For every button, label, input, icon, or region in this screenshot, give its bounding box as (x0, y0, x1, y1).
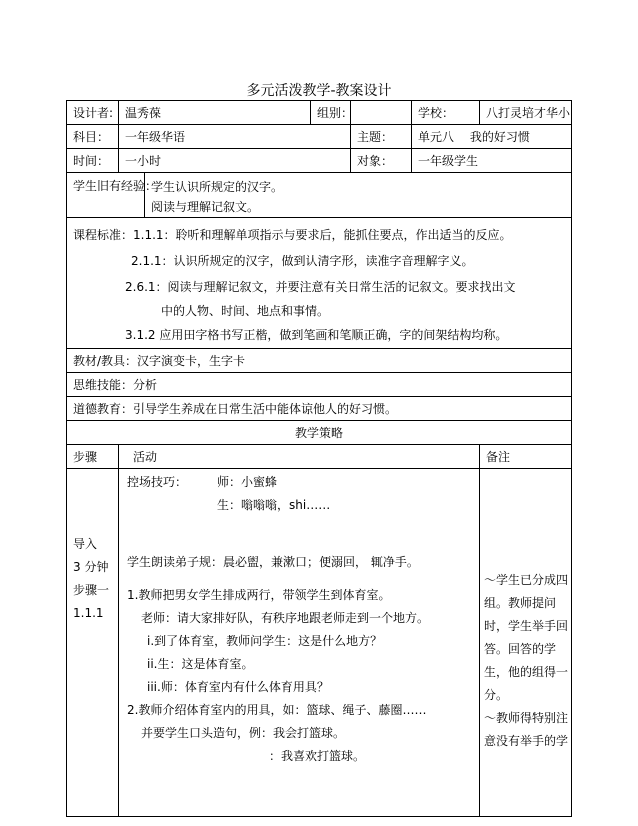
target-label: 对象： (351, 149, 412, 173)
prior-line: 阅读与理解记叙文。 (151, 200, 260, 214)
activity-line: 学生朗读弟子规：晨必盥，兼漱口；便溺回， 辄净手。 (127, 555, 419, 569)
standards-row (67, 218, 572, 349)
step-line: 1.1.1 (73, 606, 104, 620)
info-row-3 (67, 149, 572, 173)
step-line: 导入 (73, 537, 98, 551)
time-label: 时间： (67, 149, 119, 173)
step-line: 步骤一 (73, 583, 110, 597)
step-header: 步骤 (67, 445, 119, 469)
note-line: 意没有举手的学 (484, 734, 569, 748)
note-column (480, 469, 572, 817)
prior-knowledge-row (67, 173, 572, 218)
lesson-body-row (67, 469, 572, 817)
note-line: ～教师得特别注 (484, 711, 569, 725)
activity-line: i.到了体育室，教师问学生：这是什么地方？ (147, 634, 383, 648)
activity-line: 老师：请大家排好队，有秩序地跟老师走到一个地方。 (141, 611, 430, 625)
standards-content (67, 218, 572, 349)
step-line: 3 分钟 (73, 560, 109, 574)
materials-row (67, 349, 572, 373)
control-line-1 (127, 471, 473, 494)
thinking-skills: 思维技能：分析 (67, 373, 572, 397)
group-label: 组别： (311, 101, 351, 125)
note-line: 时，学生举手回 (484, 619, 569, 633)
control-label: 控场技巧： (127, 475, 188, 489)
column-header-row (67, 445, 572, 469)
note-line: 分。 (484, 688, 509, 702)
standard-line: 2.6.1：阅读与理解记叙文，并要注意有关日常生活的记叙文。要求找出文 (125, 280, 516, 294)
note-line: ～学生已分成四 (484, 573, 569, 587)
activity-header: 活动 (119, 445, 480, 469)
note-line: 组。教师提问 (484, 596, 557, 610)
note-line: 答。回答的学 (484, 642, 557, 656)
note-header: 备注 (480, 445, 572, 469)
control-student: 生：嗡嗡嗡，shi…… (217, 498, 331, 512)
control-teacher: 师：小蜜蜂 (217, 475, 278, 489)
activity-line: ii.生：这是体育室。 (147, 657, 254, 671)
activity-line: ：我喜欢打篮球。 (269, 749, 366, 763)
strategy-header-row (67, 421, 572, 445)
subject-label: 科目： (67, 125, 119, 149)
note-line: 生，他的组得一 (484, 665, 569, 679)
standard-line: 中的人物、时间、地点和事情。 (161, 304, 330, 318)
school-value: 八打灵培才华小 (480, 101, 572, 125)
subject-value: 一年级华语 (119, 125, 351, 149)
theme-label: 主题： (351, 125, 412, 149)
time-value: 一小时 (119, 149, 351, 173)
activity-line: 2.教师介绍体育室内的用具，如：篮球、绳子、藤圈…… (127, 703, 427, 717)
strategy-header: 教学策略 (67, 421, 572, 445)
standard-line: 2.1.1：认识所规定的汉字，做到认清字形，读准字音理解字义。 (131, 254, 474, 268)
school-label: 学校： (412, 101, 480, 125)
theme-value: 单元八 我的好习惯 (412, 125, 572, 149)
designer-label: 设计者: (67, 101, 119, 125)
prior-label: 学生旧有经验： (67, 173, 145, 218)
page-title: 多元活泼教学-教案设计 (246, 83, 392, 99)
group-value (351, 101, 412, 125)
designer-value: 温秀葆 (119, 101, 311, 125)
moral-education: 道德教育：引导学生养成在日常生活中能体谅他人的好习惯。 (67, 397, 572, 421)
activity-column (119, 469, 480, 817)
standard-line: 课程标准：1.1.1：聆听和理解单项指示与要求后，能抓住要点，作出适当的反应。 (73, 228, 512, 242)
activity-line: 并要学生口头造句，例：我会打篮球。 (141, 726, 346, 740)
prior-line: 学生认识所规定的汉字。 (151, 180, 284, 194)
prior-content (145, 173, 572, 218)
step-column (67, 469, 119, 817)
thinking-row (67, 373, 572, 397)
standard-line: 3.1.2 应用田字格书写正楷，做到笔画和笔顺正确，字的间架结构均称。 (125, 328, 508, 342)
materials: 教材/教具：汉字演变卡，生字卡 (67, 349, 572, 373)
moral-row (67, 397, 572, 421)
activity-line: iii.师：体育室内有什么体育用具？ (147, 680, 329, 694)
info-row-1 (67, 101, 572, 125)
activity-line: 1.教师把男女学生排成两行，带领学生到体育室。 (127, 588, 391, 602)
target-value: 一年级学生 (412, 149, 572, 173)
lesson-plan-table (66, 100, 572, 817)
info-row-2 (67, 125, 572, 149)
